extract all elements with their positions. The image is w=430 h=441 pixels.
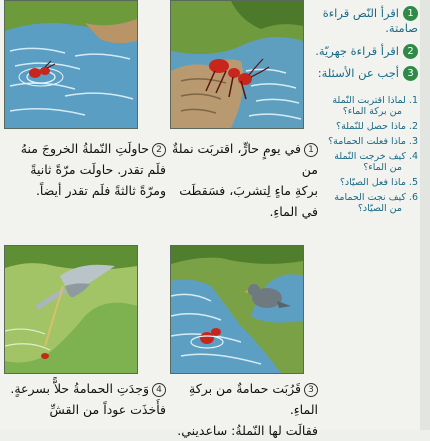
story-paragraph-4-line-2: فأَخذَت عوداً من القشِّ <box>49 402 166 417</box>
ant-at-pond-illustration <box>171 1 303 128</box>
question-6: 6.كيف نجت الحمامة من الصيّاد؟ <box>334 192 418 214</box>
picture-dove-with-straw <box>4 245 138 374</box>
paragraph-number: 3 <box>304 383 318 397</box>
dove-by-pond-illustration <box>171 246 303 373</box>
story-paragraph-1-line-3: في الماءِ. <box>269 204 318 219</box>
instruction-number-badge: 2 <box>403 44 418 59</box>
picture-dove-by-pond <box>170 245 304 374</box>
instruction-number-badge: 3 <box>403 66 418 81</box>
question-4: 4.كيف خرجت النّملة من الماء؟ <box>334 151 418 173</box>
instruction-1: 1اقرأ النّص قراءة صامتة. <box>322 6 418 35</box>
paragraph-number: 1 <box>304 143 318 157</box>
question-5: 5.ماذا فعل الصيّاد؟ <box>339 177 418 188</box>
story-paragraph-1-line-1: 1في يومٍ حارٍّ، اقتربَت نملةٌ من <box>172 141 318 177</box>
story-paragraph-1 <box>172 138 318 222</box>
story-paragraph-2-line-2: فلَم تقدر. حاولَت مرّةً ثانيةً <box>30 162 166 177</box>
story-paragraph-2-line-3: ومرّةً ثالثةً فلَم تقدر أيضاً. <box>35 183 166 198</box>
page-edge-strip <box>420 0 430 430</box>
picture-ant-at-pond <box>170 0 304 129</box>
instruction-2: 2اقرأ قراءة جهريّة. <box>310 44 418 59</box>
paragraph-number: 4 <box>152 383 166 397</box>
dove-with-straw-illustration <box>5 246 137 373</box>
story-paragraph-4 <box>2 378 166 420</box>
story-paragraph-1-line-2: بركةِ ماءٍ لِتشربَ، فسَقطَت <box>179 183 318 198</box>
instruction-number-badge: 1 <box>403 6 418 21</box>
paragraph-number: 2 <box>152 143 166 157</box>
question-2: 2.ماذا حصل للنّملة؟ <box>336 121 418 132</box>
ant-in-water-illustration <box>5 1 137 128</box>
story-paragraph-2 <box>2 138 166 201</box>
story-paragraph-3-line-2: فقالَت لها النّملةُ: ساعديني. <box>177 423 318 438</box>
story-paragraph-3-line-1: 3قَرُبَت حمامةٌ من بركةِ الماءِ. <box>189 381 318 417</box>
question-list <box>306 95 418 214</box>
picture-ant-in-water <box>4 0 138 129</box>
story-paragraph-4-line-1: 4وَجدَتِ الحمامةُ حلاًّ بسرعةٍ. <box>2 378 166 399</box>
story-paragraph-3 <box>172 378 318 441</box>
story-paragraph-2-line-1: 2حاولَتِ النّملةُ الخروجَ منهُ <box>2 138 166 159</box>
question-1: 1.لماذا اقتربت النّملة من بركة الماء؟ <box>332 95 418 117</box>
instruction-3: 3أجب عن الأسئلة: <box>310 66 418 81</box>
question-3: 3.ماذا فعلت الحمامة؟ <box>328 136 418 147</box>
